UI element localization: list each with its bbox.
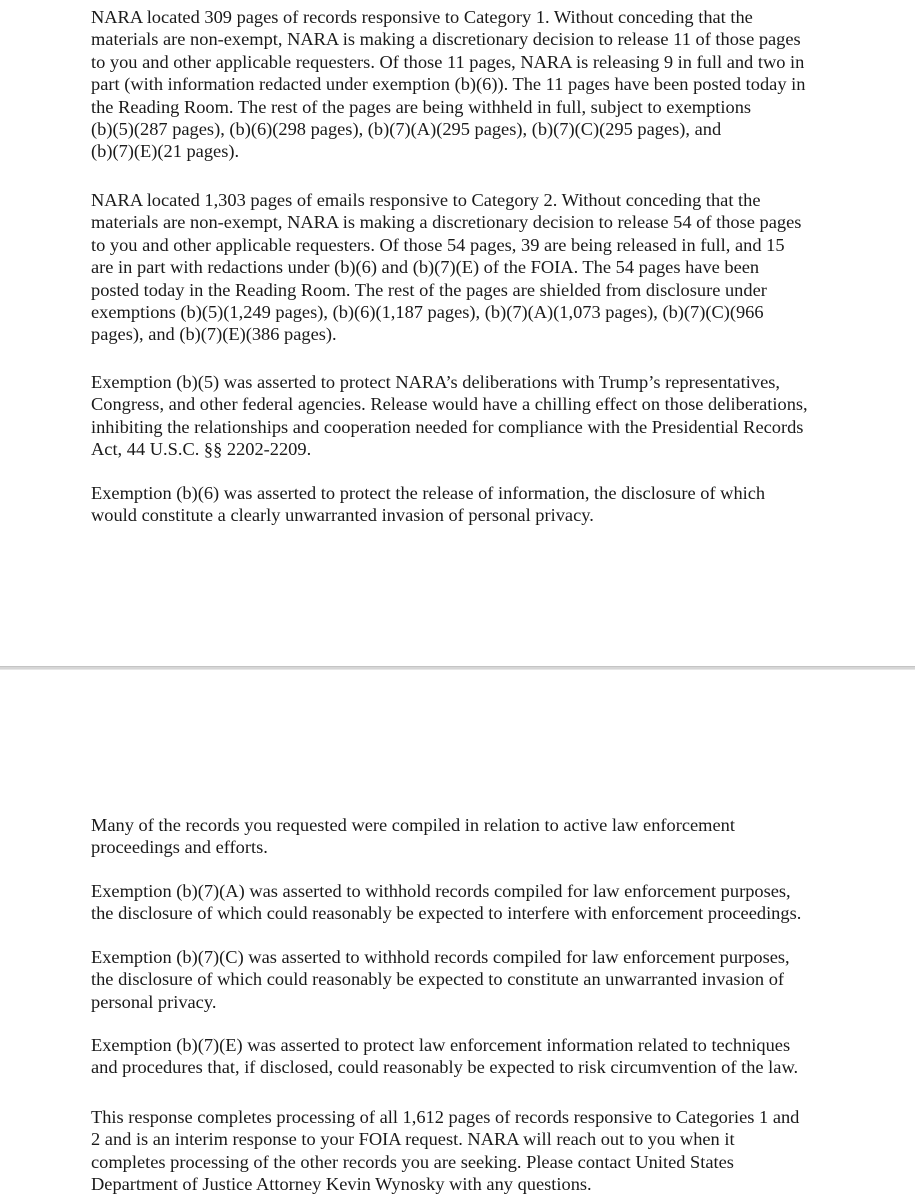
closing-paragraph: This response completes processing of all 1,612 pages of records responsive to Categories 1 and 2 and is an interim response to your FOIA request. NARA will reach out to you when it completes processing of the other records you are seeking. Please contact United States Department of Justice Attorney Kevin Wynosky with any questions. [91,1107,800,1195]
document-page-2 [0,670,915,1200]
category-2-emails-paragraph: NARA located 1,303 pages of emails responsive to Category 2. Without conceding that the materials are non-exempt, NARA is making a discretionary decision to release 54 of those pages to you and other applicable requesters. Of those 54 pages, 39 are being released in full, and 15 are in part with redactions under (b)(6) and (b)(7)(E) of the FOIA. The 54 pages have been posted today in the Reading Room. The rest of the pages are shielded from disclosure under exemptions (b)(5)(1,249 pages), (b)(6)(1,187 pages), (b)(7)(A)(1,073 pages), (b)(7)(C)(966 pages), and (b)(7)(E)(386 pages). [91,190,802,345]
exemption-b5-paragraph: Exemption (b)(5) was asserted to protect NARA’s deliberations with Trump’s representatives, Congress, and other federal agencies. Release would have a chilling effect on those deliberations, inhibiting the relationships and cooperation needed for compliance with the Presidential Records Act, 44 U.S.C. §§ 2202-2209. [91,372,808,460]
category-1-records-paragraph: NARA located 309 pages of records responsive to Category 1. Without conceding that the materials are non-exempt, NARA is making a discretionary decision to release 11 of those pages to you and other applicable requesters. Of those 11 pages, NARA is releasing 9 in full and two in part (with information redacted under exemption (b)(6)). The 11 pages have been posted today in the Reading Room. The rest of the pages are being withheld in full, subject to exemptions (b)(5)(287 pages), (b)(6)(298 pages), (b)(7)(A)(295 pages), (b)(7)(C)(295 pages), and (b)(7)(E)(21 pages). [91,7,806,162]
exemption-b7e-paragraph: Exemption (b)(7)(E) was asserted to protect law enforcement information related to techniques and procedures that, if disclosed, could reasonably be expected to risk circumvention of the law. [91,1035,799,1078]
exemption-b7c-paragraph: Exemption (b)(7)(C) was asserted to withhold records compiled for law enforcement purposes, the disclosure of which could reasonably be expected to constitute an unwarranted invasion of personal privacy. [91,947,790,1012]
law-enforcement-records-paragraph: Many of the records you requested were compiled in relation to active law enforcement proceedings and efforts. [91,815,735,858]
exemption-b7a-paragraph: Exemption (b)(7)(A) was asserted to withhold records compiled for law enforcement purposes, the disclosure of which could reasonably be expected to interfere with enforcement proceedings. [91,881,802,924]
exemption-b6-paragraph: Exemption (b)(6) was asserted to protect the release of information, the disclosure of which would constitute a clearly unwarranted invasion of personal privacy. [91,483,766,526]
